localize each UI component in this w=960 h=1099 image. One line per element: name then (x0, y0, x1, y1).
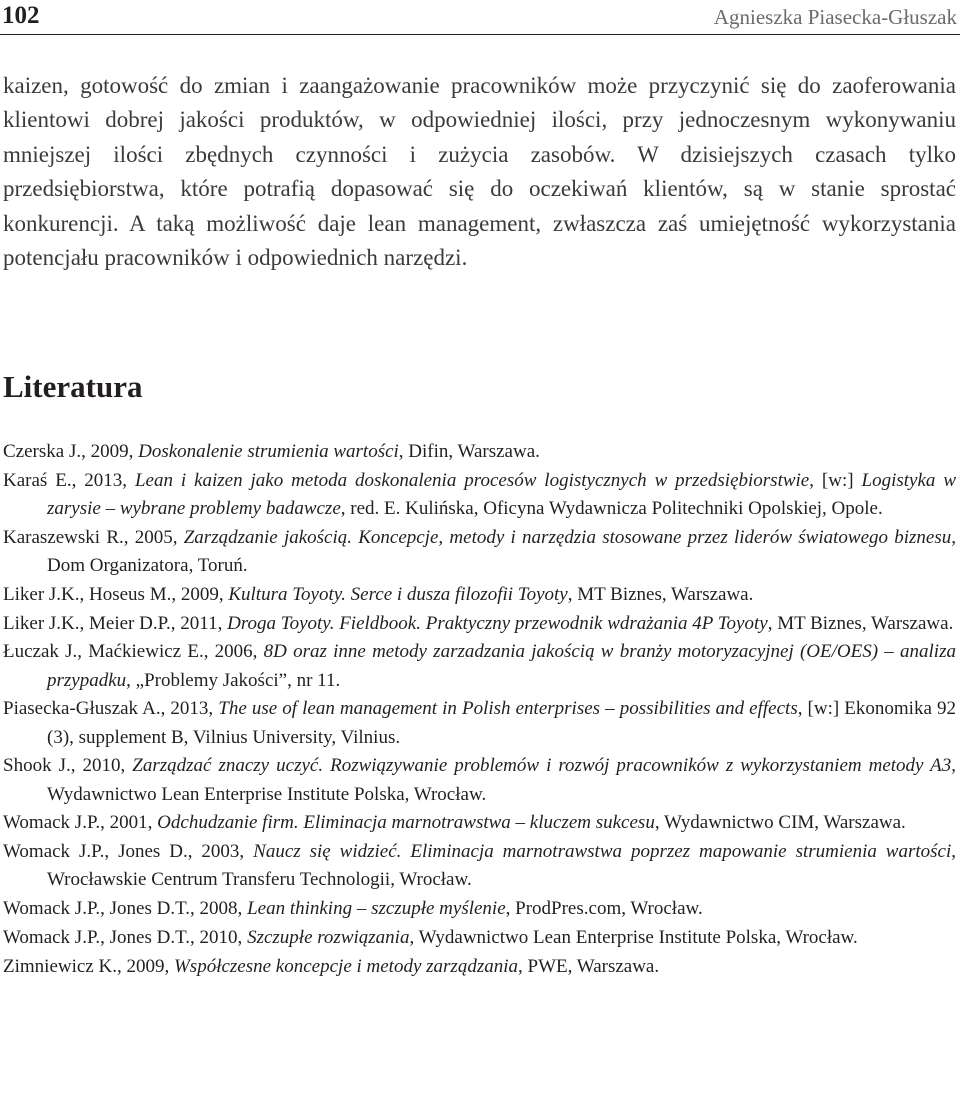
reference-item: Shook J., 2010, Zarządzać znaczy uczyć. Rozwiązywanie problemów i rozwój pracowników z wykorzystaniem metody A3, Wydawnictwo Lean Enterprise Institute Polska, Wrocław. (3, 755, 957, 805)
reference-item: Karaszewski R., 2005, Zarządzanie jakością. Koncepcje, metody i narzędzia stosowane przez liderów światowego biznesu, Dom Organizatora, Toruń. (3, 526, 957, 576)
reference-item: Zimniewicz K., 2009, Współczesne koncepcje i metody zarządzania, PWE, Warszawa. (3, 955, 660, 977)
reference-item: Womack J.P., Jones D.T., 2010, Szczupłe rozwiązania, Wydawnictwo Lean Enterprise Institute Polska, Wrocław. (3, 926, 858, 948)
page-number: 102 (2, 2, 40, 29)
reference-item: Liker J.K., Hoseus M., 2009, Kultura Toyoty. Serce i dusza filozofii Toyoty, MT Biznes, Warszawa. (3, 583, 754, 605)
reference-item: Czerska J., 2009, Doskonalenie strumienia wartości, Difin, Warszawa. (3, 441, 540, 462)
reference-item: Womack J.P., 2001, Odchudzanie firm. Eliminacja marnotrawstwa – kluczem sukcesu, Wydawnictwo CIM, Warszawa. (3, 812, 906, 834)
body-paragraph: kaizen, gotowość do zmian i zaangażowanie pracowników może przyczynić się do zaoferowania klientowi dobrej jakości produktów, w odpowiedniej ilości, przy jednoczesnym wykonywaniu mniejszej ilości zbędnych czynności i zużycia zasobów. W dzisiejszych czasach tylko przedsiębiorstwa, które potrafią dopasować się do oczekiwań klientów, są w stanie sprostać konkurencji. A taką możliwość daje lean management, zwłaszcza zaś umiejętność wykorzystania potencjału pracowników i odpowiednich narzędzi. (3, 73, 956, 271)
page-header (0, 0, 960, 35)
section-title-literature: Literatura (3, 369, 143, 404)
reference-item: Liker J.K., Meier D.P., 2011, Droga Toyoty. Fieldbook. Praktyczny przewodnik wdrażania 4P Toyoty, MT Biznes, Warszawa. (3, 612, 954, 634)
reference-item: Piasecka-Głuszak A., 2013, The use of lean management in Polish enterprises – possibilities and effects, [w:] Ekonomika 92 (3), supplement B, Vilnius University, Vilnius. (3, 698, 956, 748)
running-head-author: Agnieszka Piasecka-Głuszak (713, 5, 957, 29)
reference-item: Karaś E., 2013, Lean i kaizen jako metoda doskonalenia procesów logistycznych w przedsiębiorstwie, [w:] Logistyka w zarysie – wybrane problemy badawcze, red. E. Kulińska, Oficyna Wydawnicza Politechniki Opolskiej, Opole. (3, 469, 956, 519)
reference-list (3, 438, 956, 981)
reference-item: Womack J.P., Jones D.T., 2008, Lean thinking – szczupłe myślenie, ProdPres.com, Wrocław. (3, 898, 703, 920)
reference-item: Łuczak J., Maćkiewicz E., 2006, 8D oraz inne metody zarzadzania jakością w branży motoryzacyjnej (OE/OES) – analiza przypadku, „Problemy Jakości”, nr 11. (3, 641, 956, 691)
reference-item: Womack J.P., Jones D., 2003, Naucz się widzieć. Eliminacja marnotrawstwa poprzez mapowanie strumienia wartości, Wrocławskie Centrum Transferu Technologii, Wrocław. (3, 841, 957, 891)
